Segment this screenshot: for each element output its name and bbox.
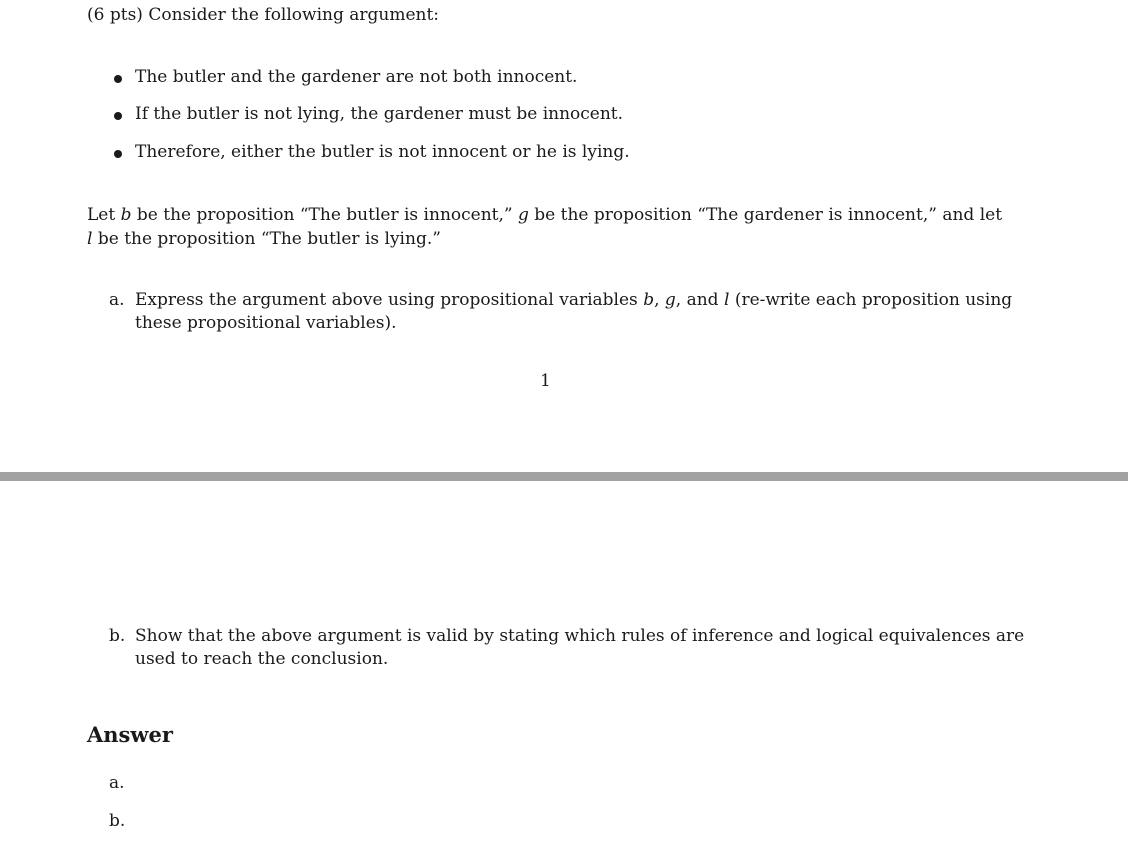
part-b-label: b. <box>109 626 126 646</box>
page-number: 1 <box>540 371 551 391</box>
bullet-text: The butler and the gardener are not both innocent. <box>135 67 578 87</box>
answer-a-label: a. <box>109 773 125 793</box>
var-l: l <box>87 229 93 249</box>
var-b: b <box>120 205 132 225</box>
bullet-dot <box>114 112 122 120</box>
bullet-dot <box>114 75 122 83</box>
bullet-text: If the butler is not lying, the gardener must be innocent. <box>135 104 624 124</box>
definition-line-1: Let b be the proposition “The butler is innocent,” g be the proposition “The gardener is innocent,” and let <box>87 205 1003 225</box>
page-divider <box>0 472 1128 481</box>
bullet-text: Therefore, either the butler is not innocent or he is lying. <box>135 142 630 162</box>
part-a-text: Express the argument above using propositional variables b, g, and l (re-write each proposition using these propositional variables). <box>135 290 1013 333</box>
variable-definitions <box>87 203 1007 251</box>
bullet-dot <box>114 150 122 158</box>
part-b-text: Show that the above argument is valid by stating which rules of inference and logical equivalences are used to reach the conclusion. <box>135 626 1025 669</box>
definition-line-2: l be the proposition “The butler is lying.” <box>87 229 441 249</box>
problem-intro: (6 pts) Consider the following argument: <box>87 5 440 25</box>
part-a-label: a. <box>109 290 125 310</box>
answer-b-label: b. <box>109 811 126 831</box>
answer-heading: Answer <box>87 722 173 747</box>
var-g: g <box>518 205 529 225</box>
